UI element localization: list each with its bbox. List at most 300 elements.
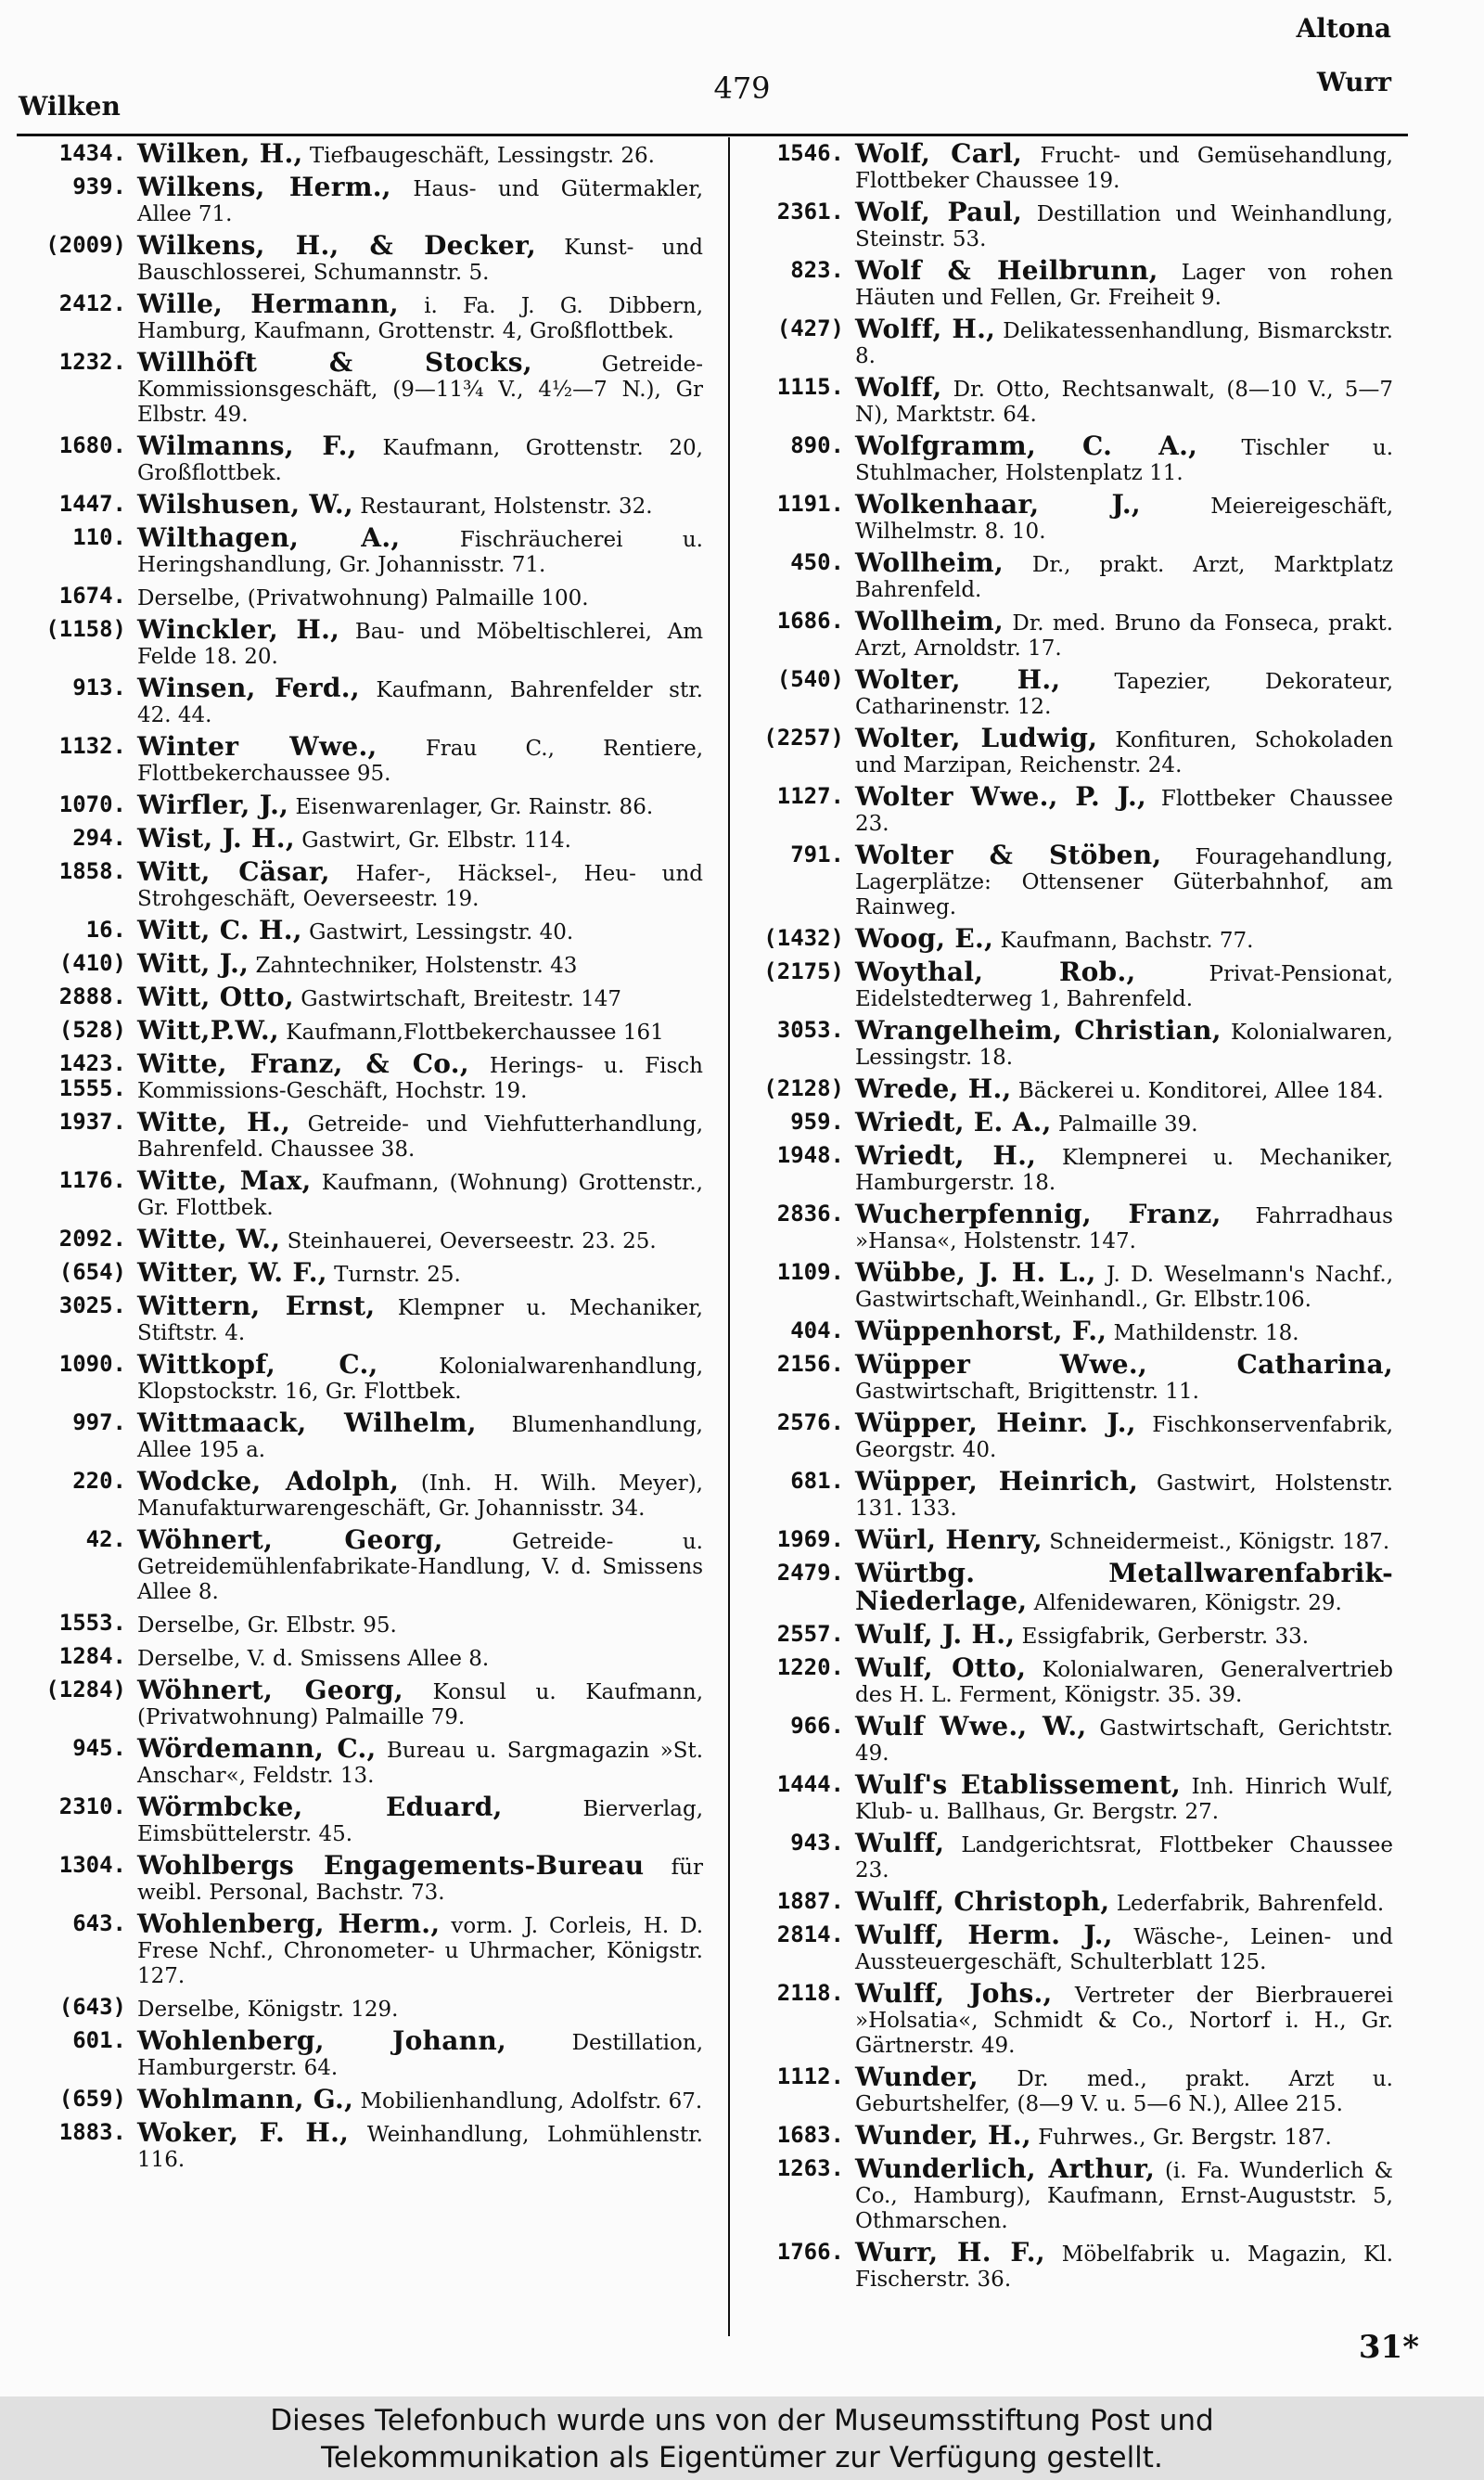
entry-text xyxy=(855,255,1394,311)
entry-text xyxy=(137,584,703,611)
entry-text xyxy=(137,1015,703,1046)
directory-entry xyxy=(17,430,703,486)
entry-name: Woythal, Rob., xyxy=(855,957,1136,987)
directory-entry xyxy=(17,230,703,286)
header-divider xyxy=(17,134,1408,136)
entry-details: Blumenhandlung, Allee 195 a. xyxy=(137,1413,703,1462)
directory-entry xyxy=(735,781,1393,837)
directory-entry xyxy=(735,1349,1393,1405)
entry-name: Wilkens, Herm., xyxy=(137,172,391,202)
entry-name: Witt,P.W., xyxy=(137,1015,279,1046)
directory-entry xyxy=(17,291,703,344)
entry-details: Bureau u. Sargmagazin »St. Anschar«, Feldstr. 13. xyxy=(137,1739,704,1788)
phone-number: (659) xyxy=(58,2086,126,2112)
entry-details: Derselbe, V. d. Smissens Allee 8. xyxy=(137,1647,490,1671)
phone-number: 1969. xyxy=(776,1526,844,1552)
entry-text xyxy=(855,547,1393,603)
phone-number: 1434. xyxy=(58,140,126,166)
directory-entry xyxy=(735,1978,1394,2059)
entry-details: Derselbe, Königstr. 129. xyxy=(137,1998,399,2022)
directory-entry xyxy=(735,1318,1393,1346)
entry-details: Klempnerei u. Mechaniker, Hamburgerstr. 18. xyxy=(855,1146,1393,1195)
directory-entry xyxy=(735,1257,1394,1313)
entry-name: Wohlbergs Engagements-Bureau xyxy=(137,1850,645,1881)
entry-name: Wübbe, J. H. L., xyxy=(855,1257,1096,1288)
entry-details: Steinhauerei, Oeverseestr. 23. 25. xyxy=(287,1229,657,1253)
entry-details: Delikatessenhandlung, Bismarckstr. 8. xyxy=(855,319,1393,368)
directory-entry xyxy=(735,1652,1394,1708)
entry-text xyxy=(137,792,703,820)
phone-number: 3025. xyxy=(58,1292,126,1318)
phone-number: 1674. xyxy=(58,583,126,609)
entry-text xyxy=(137,138,703,169)
entry-details: Vertreter der Bierbrauerei »Holsatia«, Schmidt & Co., Nortorf i. H., Gr. Gärtnerstr. 49. xyxy=(855,1984,1394,2058)
directory-entry xyxy=(735,1922,1393,1975)
directory-entry xyxy=(735,547,1393,603)
entry-details: Getreide-Kommissionsgeschäft, (9—11¾ V., 4½—7 N.), Gr Elbstr. 49. xyxy=(137,353,703,427)
phone-number: 1115. xyxy=(776,374,844,400)
phone-number: 2814. xyxy=(776,1921,844,1947)
entry-details: Herings- u. Fisch Kommissions-Geschäft, Hochstr. 19. xyxy=(137,1054,703,1103)
entry-details: Turnstr. 25. xyxy=(334,1263,461,1287)
entry-details: Möbelfabrik u. Magazin, Kl. Fischerstr. 36. xyxy=(855,2242,1394,2292)
entry-name: Wollheim, xyxy=(855,606,1004,636)
entry-name: Wilkens, H., & Decker, xyxy=(137,230,537,261)
directory-entry xyxy=(17,1048,703,1104)
entry-name: Witter, W. F., xyxy=(137,1257,327,1288)
entry-name: Wilken, H., xyxy=(137,138,303,169)
entry-name: Witte, W., xyxy=(137,1224,281,1254)
entry-text xyxy=(855,1886,1393,1917)
entry-text xyxy=(855,923,1393,954)
phone-number: 823. xyxy=(790,257,844,283)
entry-details: Kaufmann, Grottenstr. 20, Großflottbek. xyxy=(137,436,703,485)
entry-name: Wolter, Ludwig, xyxy=(855,723,1098,753)
phone-number: 1546. xyxy=(776,140,844,166)
entry-name: Wittkopf, C., xyxy=(137,1349,378,1380)
entry-text xyxy=(855,1318,1393,1346)
directory-entry xyxy=(17,856,703,912)
directory-entry xyxy=(735,1073,1393,1104)
phone-number: 681. xyxy=(790,1468,844,1494)
entry-name: Witt, J., xyxy=(137,948,249,979)
entry-text xyxy=(137,1293,703,1346)
entry-details: Privat-Pensionat, Eidelstedterweg 1, Bahrenfeld. xyxy=(855,962,1393,1011)
phone-number: 939. xyxy=(72,173,126,199)
phone-number: 1444. xyxy=(776,1771,844,1797)
phone-number: 1109. xyxy=(776,1259,844,1285)
entry-text xyxy=(137,522,703,578)
entry-details: Inh. Hinrich Wulf, Klub- u. Ballhaus, Gr. Bergstr. 27. xyxy=(855,1775,1393,1824)
entry-name: Witt, Otto, xyxy=(137,982,294,1012)
entry-text xyxy=(855,1652,1394,1708)
directory-entry xyxy=(735,372,1393,428)
entry-name: Witte, H., xyxy=(137,1107,291,1137)
directory-entry xyxy=(17,675,703,728)
directory-entry xyxy=(17,1524,703,1605)
entry-name: Wirfler, J., xyxy=(137,790,289,820)
entry-details: Fischräucherei u. Heringshandlung, Gr. Johannisstr. 71. xyxy=(137,528,703,577)
phone-number: 913. xyxy=(72,675,126,700)
entry-text xyxy=(137,823,703,854)
entry-text xyxy=(855,372,1393,428)
header-last-entry: Wurr xyxy=(1316,67,1391,97)
entry-details: Mobilienhandlung, Adolfstr. 67. xyxy=(360,2089,703,2114)
entry-details: Eisenwarenlager, Gr. Rainstr. 86. xyxy=(295,795,654,819)
directory-entry xyxy=(17,1165,703,1221)
directory-entry xyxy=(735,1201,1393,1254)
entry-name: Witt, Cäsar, xyxy=(137,856,330,887)
phone-number: 1447. xyxy=(58,491,126,517)
entry-details: Derselbe, Gr. Elbstr. 95. xyxy=(137,1613,397,1638)
directory-entry xyxy=(17,1794,703,1847)
phone-number: 2836. xyxy=(776,1201,844,1227)
phone-number: (654) xyxy=(58,1259,126,1285)
entry-details: Kaufmann, Bachstr. 77. xyxy=(1000,929,1254,953)
entry-details: Bäckerei u. Konditorei, Allee 184. xyxy=(1017,1079,1384,1103)
entry-name: Wilthagen, A., xyxy=(137,522,401,553)
entry-name: Wulf, J. H., xyxy=(855,1619,1016,1650)
entry-name: Wilshusen, W., xyxy=(137,489,353,520)
entry-details: Fuhrwes., Gr. Bergstr. 187. xyxy=(1038,2126,1332,2150)
entry-text xyxy=(855,1828,1394,1883)
entry-text xyxy=(137,948,703,979)
directory-entry xyxy=(17,1257,703,1288)
entry-name: Wöhnert, Georg, xyxy=(137,1524,443,1555)
directory-entry xyxy=(17,614,703,670)
entry-details: Getreide- und Viehfutterhandlung, Bahrenfeld. Chaussee 38. xyxy=(137,1112,704,1162)
directory-entry xyxy=(735,138,1393,194)
directory-entry xyxy=(735,1886,1393,1917)
entry-details: Restaurant, Holstenstr. 32. xyxy=(360,495,653,519)
phone-number: 450. xyxy=(790,549,844,575)
directory-entry xyxy=(17,1224,703,1254)
entry-details: Dr. med., prakt. Arzt u. Geburtshelfer, (8—9 V. u. 5—6 N.), Allee 215. xyxy=(855,2067,1393,2116)
entry-details: J. D. Weselmann's Nachf., Gastwirtschaft,Weinhandl., Gr. Elbstr.106. xyxy=(855,1263,1394,1312)
phone-number: 1132. xyxy=(58,733,126,759)
phone-number: 42. xyxy=(85,1526,126,1552)
directory-entry xyxy=(17,948,703,979)
entry-name: Wolkenhaar, J., xyxy=(855,489,1141,520)
entry-text xyxy=(855,2064,1393,2117)
entry-text xyxy=(137,1644,703,1672)
phone-number: 220. xyxy=(72,1468,126,1494)
phone-number: 1284. xyxy=(58,1643,126,1669)
entry-name: Wolff, H., xyxy=(855,314,996,344)
entry-name: Wucherpfennig, Franz, xyxy=(855,1199,1222,1229)
entry-name: Wolter Wwe., P. J., xyxy=(855,781,1147,812)
entry-details: Fahrradhaus »Hansa«, Holstenstr. 147. xyxy=(855,1204,1393,1253)
entry-text xyxy=(855,723,1394,778)
directory-entry xyxy=(735,723,1394,778)
phone-number: 1191. xyxy=(776,491,844,517)
entry-text xyxy=(855,959,1393,1012)
entry-details: Landgerichtsrat, Flottbeker Chaussee 23. xyxy=(855,1833,1394,1882)
phone-number: 2361. xyxy=(776,199,844,225)
phone-number: (427) xyxy=(776,315,844,341)
entry-text xyxy=(855,781,1393,837)
directory-entry xyxy=(735,1711,1393,1767)
phone-number: 1127. xyxy=(776,783,844,809)
entry-name: Wrede, H., xyxy=(855,1073,1012,1104)
directory-entry xyxy=(735,959,1393,1012)
entry-name: Wist, J. H., xyxy=(137,823,295,854)
directory-entry xyxy=(17,1677,703,1730)
directory-entry xyxy=(17,2117,703,2173)
entry-name: Wolter & Stöben, xyxy=(855,840,1162,870)
phone-number: 1766. xyxy=(776,2239,844,2265)
header-city: Altona xyxy=(1296,13,1391,44)
phone-number: 2412. xyxy=(58,290,126,316)
entry-text xyxy=(855,1466,1394,1522)
entry-details: Getreide- u. Getreidemühlenfabrikate-Handlung, V. d. Smissens Allee 8. xyxy=(137,1530,703,1604)
phone-number: 1304. xyxy=(58,1852,126,1878)
directory-entry xyxy=(17,1995,703,2023)
entry-details: Kaufmann,Flottbekerchaussee 161 xyxy=(286,1021,664,1045)
entry-text xyxy=(137,1611,703,1638)
entry-details: Dr. Otto, Rechtsanwalt, (8—10 V., 5—7 N), Marktstr. 64. xyxy=(855,378,1393,427)
entry-name: Wurr, H. F., xyxy=(855,2237,1045,2268)
entry-details: Palmaille 39. xyxy=(1057,1112,1198,1137)
entry-details: Destillation und Weinhandlung, Steinstr. 53. xyxy=(855,202,1393,251)
directory-entry xyxy=(735,923,1393,954)
phone-number: 2888. xyxy=(58,983,126,1009)
entry-name: Wulf, Otto, xyxy=(855,1652,1027,1683)
directory-entry xyxy=(735,1828,1394,1883)
entry-name: Wriedt, E. A., xyxy=(855,1107,1052,1137)
phone-number: 2576. xyxy=(776,1409,844,1435)
phone-number: 1686. xyxy=(776,608,844,634)
phone-number: 791. xyxy=(790,842,844,867)
entry-text xyxy=(137,1524,703,1605)
directory-entry xyxy=(735,1407,1394,1463)
phone-number: (643) xyxy=(58,1994,126,2020)
entry-text xyxy=(137,1908,704,1989)
directory-entry xyxy=(735,1619,1393,1650)
directory-entry xyxy=(17,1644,703,1672)
entry-name: Wohlmann, G., xyxy=(137,2084,354,2114)
directory-entry xyxy=(17,823,703,854)
entry-details: Kunst- und Bauschlosserei, Schumannstr. 5. xyxy=(137,236,703,285)
entry-name: Wittmaack, Wilhelm, xyxy=(137,1407,477,1438)
directory-entry xyxy=(735,430,1394,486)
entry-details: (i. Fa. Wunderlich & Co., Hamburg), Kaufmann, Ernst-Auguststr. 5, Othmarschen. xyxy=(855,2159,1393,2233)
entry-details: Kolonialwaren, Generalvertrieb des H. L. Ferment, Königstr. 35. 39. xyxy=(855,1658,1394,1707)
header-first-entry: Wilken xyxy=(19,91,121,122)
phone-number: 945. xyxy=(72,1735,126,1761)
entry-details: Kolonialwarenhandlung, Klopstockstr. 16, Gr. Flottbek. xyxy=(137,1355,703,1404)
phone-number: 2092. xyxy=(58,1226,126,1252)
entry-details: Tapezier, Dekorateur, Catharinenstr. 12. xyxy=(855,670,1394,719)
entry-details: Tiefbaugeschäft, Lessingstr. 26. xyxy=(309,144,655,168)
directory-entry xyxy=(17,731,704,787)
entry-text xyxy=(855,316,1393,369)
entry-text xyxy=(855,1073,1393,1104)
entry-details: Fouragehandlung, Lagerplätze: Ottensener Güterbahnhof, am Rainweg. xyxy=(855,845,1393,919)
entry-name: Winckler, H., xyxy=(137,614,340,645)
entry-name: Wulf's Etablissement, xyxy=(855,1769,1182,1800)
directory-entry xyxy=(735,489,1393,545)
entry-name: Wunder, H., xyxy=(855,2120,1031,2151)
directory-entry xyxy=(735,2153,1393,2234)
entry-text xyxy=(137,1794,703,1847)
entry-text xyxy=(137,1257,703,1288)
entry-name: Wolf, Paul, xyxy=(855,197,1023,227)
entry-details: Bierverlag, Eimsbüttelerstr. 45. xyxy=(137,1797,704,1846)
footer-notice xyxy=(0,2396,1484,2480)
entry-name: Wüpper, Heinr. J., xyxy=(855,1407,1136,1438)
directory-entry xyxy=(735,316,1393,369)
phone-number: (2257) xyxy=(763,725,844,751)
entry-name: Wulff, Herm. J., xyxy=(855,1920,1113,1950)
entry-details: Hafer-, Häcksel-, Heu- und Strohgeschäft, Oeverseestr. 19. xyxy=(137,862,703,911)
entry-text xyxy=(855,1107,1393,1137)
entry-text xyxy=(855,1922,1393,1975)
entry-name: Willhöft & Stocks, xyxy=(137,347,532,378)
directory-entry xyxy=(17,522,703,578)
footer-line-2: Telekommunikation als Eigentümer zur Verfügung gestellt. xyxy=(321,2441,1163,2474)
phone-number: 997. xyxy=(72,1409,126,1435)
entry-text xyxy=(137,1733,704,1789)
entry-name: Winsen, Ferd., xyxy=(137,673,360,703)
entry-name: Witte, Franz, & Co., xyxy=(137,1048,469,1079)
entry-details: vorm. J. Corleis, H. D. Frese Nchf., Chronometer- u Uhrmacher, Königstr. 127. xyxy=(137,1914,704,1988)
entry-details: Tischler u. Stuhlmacher, Holstenplatz 11. xyxy=(855,436,1394,485)
entry-name: Wüpper Wwe., Catharina, xyxy=(855,1349,1393,1380)
entry-details: Konfituren, Schokoladen und Marzipan, Reichenstr. 24. xyxy=(855,728,1394,777)
directory-entry xyxy=(735,1466,1394,1522)
entry-text xyxy=(855,842,1393,920)
directory-entry xyxy=(735,199,1393,252)
entry-text xyxy=(137,1048,703,1104)
directory-entry xyxy=(735,255,1394,311)
column-divider xyxy=(728,137,730,2336)
entry-text xyxy=(137,1850,703,1906)
entry-details: i. Fa. J. G. Dibbern, Hamburg, Kaufmann, Grottenstr. 4, Großflottbek. xyxy=(137,294,704,343)
entry-details: Gastwirt, Gr. Elbstr. 114. xyxy=(301,829,571,853)
phone-number: (540) xyxy=(776,666,844,692)
entry-text xyxy=(137,731,704,787)
entry-name: Wrangelheim, Christian, xyxy=(855,1015,1222,1046)
entry-details: Lederfabrik, Bahrenfeld. xyxy=(1116,1892,1385,1916)
entry-name: Winter Wwe., xyxy=(137,731,377,762)
phone-number: 1858. xyxy=(58,858,126,884)
entry-details: Haus- und Gütermakler, Allee 71. xyxy=(137,177,704,226)
entry-details: Lager von rohen Häuten und Fellen, Gr. Freiheit 9. xyxy=(855,261,1394,310)
phone-number: 1553. xyxy=(58,1610,126,1636)
phone-number: 1683. xyxy=(776,2122,844,2148)
phone-number: 1948. xyxy=(776,1142,844,1168)
entry-name: Würtbg. Metallwarenfabrik-Niederlage, xyxy=(855,1558,1393,1616)
entry-details: Mathildenstr. 18. xyxy=(1113,1321,1299,1345)
entry-name: Witte, Max, xyxy=(137,1165,312,1196)
entry-name: Wohlenberg, Johann, xyxy=(137,2025,507,2056)
directory-entry xyxy=(17,489,703,520)
entry-name: Wunderlich, Arthur, xyxy=(855,2153,1156,2184)
entry-text xyxy=(137,1224,703,1254)
phone-number: (2128) xyxy=(763,1075,844,1101)
entry-text xyxy=(855,1201,1393,1254)
phone-number: 643. xyxy=(72,1910,126,1936)
entry-text xyxy=(855,1140,1393,1196)
entry-name: Wriedt, H., xyxy=(855,1140,1037,1171)
directory-entry xyxy=(735,1015,1393,1071)
directory-entry xyxy=(735,2064,1393,2117)
phone-number: 890. xyxy=(790,432,844,458)
entry-text xyxy=(137,347,703,428)
directory-entry xyxy=(17,984,703,1012)
entry-details: Kaufmann, Bahrenfelder str. 42. 44. xyxy=(137,678,703,727)
phone-number: 959. xyxy=(790,1109,844,1135)
entry-name: Wolf & Heilbrunn, xyxy=(855,255,1158,286)
directory-entry xyxy=(735,842,1393,920)
entry-name: Wille, Hermann, xyxy=(137,289,399,319)
directory-entry xyxy=(17,1908,704,1989)
entry-details: Klempner u. Mechaniker, Stiftstr. 4. xyxy=(137,1296,703,1345)
entry-text xyxy=(137,2117,703,2173)
entry-details: Weinhandlung, Lohmühlenstr. 116. xyxy=(137,2123,703,2172)
entry-text xyxy=(137,489,703,520)
entry-text xyxy=(855,199,1393,252)
entry-text xyxy=(137,1349,703,1405)
entry-details: (Inh. H. Wilh. Meyer), Manufakturwarengeschäft, Gr. Johannisstr. 34. xyxy=(137,1471,703,1521)
entry-text xyxy=(855,1524,1393,1555)
directory-entry xyxy=(17,584,703,611)
entry-text xyxy=(855,1711,1393,1767)
phone-number: 2156. xyxy=(776,1351,844,1377)
entry-details: Flottbeker Chaussee 23. xyxy=(855,787,1393,836)
entry-details: Gastwirt, Lessingstr. 40. xyxy=(309,920,574,944)
entry-text xyxy=(137,174,703,227)
entry-text xyxy=(855,1407,1394,1463)
directory-entry xyxy=(735,664,1394,720)
entry-text xyxy=(137,230,703,286)
directory-entry xyxy=(735,1558,1393,1616)
entry-text xyxy=(855,138,1393,194)
right-column xyxy=(735,138,1394,2298)
entry-details: Dr. med. Bruno da Fonseca, prakt. Arzt, Arnoldstr. 17. xyxy=(855,611,1394,661)
entry-details: Destillation, Hamburgerstr. 64. xyxy=(137,2031,704,2080)
entry-name: Wohlenberg, Herm., xyxy=(137,1908,441,1939)
phone-number: 294. xyxy=(72,825,126,851)
entry-text xyxy=(855,2120,1393,2151)
entry-text xyxy=(855,606,1394,662)
phone-number: 404. xyxy=(790,1317,844,1343)
entry-details: für weibl. Personal, Bachstr. 73. xyxy=(137,1856,703,1905)
entry-text xyxy=(855,1257,1394,1313)
directory-entry xyxy=(17,915,703,945)
phone-number: 966. xyxy=(790,1713,844,1739)
phone-number: 1070. xyxy=(58,791,126,817)
entry-name: Wulff, Johs., xyxy=(855,1978,1053,2009)
entry-details: Meiereigeschäft, Wilhelmstr. 8. 10. xyxy=(855,495,1393,544)
entry-details: Gastwirtschaft, Gerichtstr. 49. xyxy=(855,1716,1393,1766)
directory-entry xyxy=(17,792,703,820)
entry-name: Witt, C. H., xyxy=(137,915,302,945)
phone-number: 1423. 1555. xyxy=(58,1050,126,1101)
phone-number: 1090. xyxy=(58,1351,126,1377)
entry-name: Wolf, Carl, xyxy=(855,138,1023,169)
phone-number: 1887. xyxy=(776,1888,844,1914)
entry-details: Schneidermeist., Königstr. 187. xyxy=(1049,1530,1390,1554)
phone-number: 2310. xyxy=(58,1793,126,1819)
directory-entry xyxy=(17,1733,704,1789)
entry-name: Würl, Henry, xyxy=(855,1524,1043,1555)
phone-number: 3053. xyxy=(776,1017,844,1043)
directory-entry xyxy=(17,1407,703,1463)
entry-name: Wördemann, C., xyxy=(137,1733,377,1764)
directory-entry xyxy=(17,1015,703,1046)
